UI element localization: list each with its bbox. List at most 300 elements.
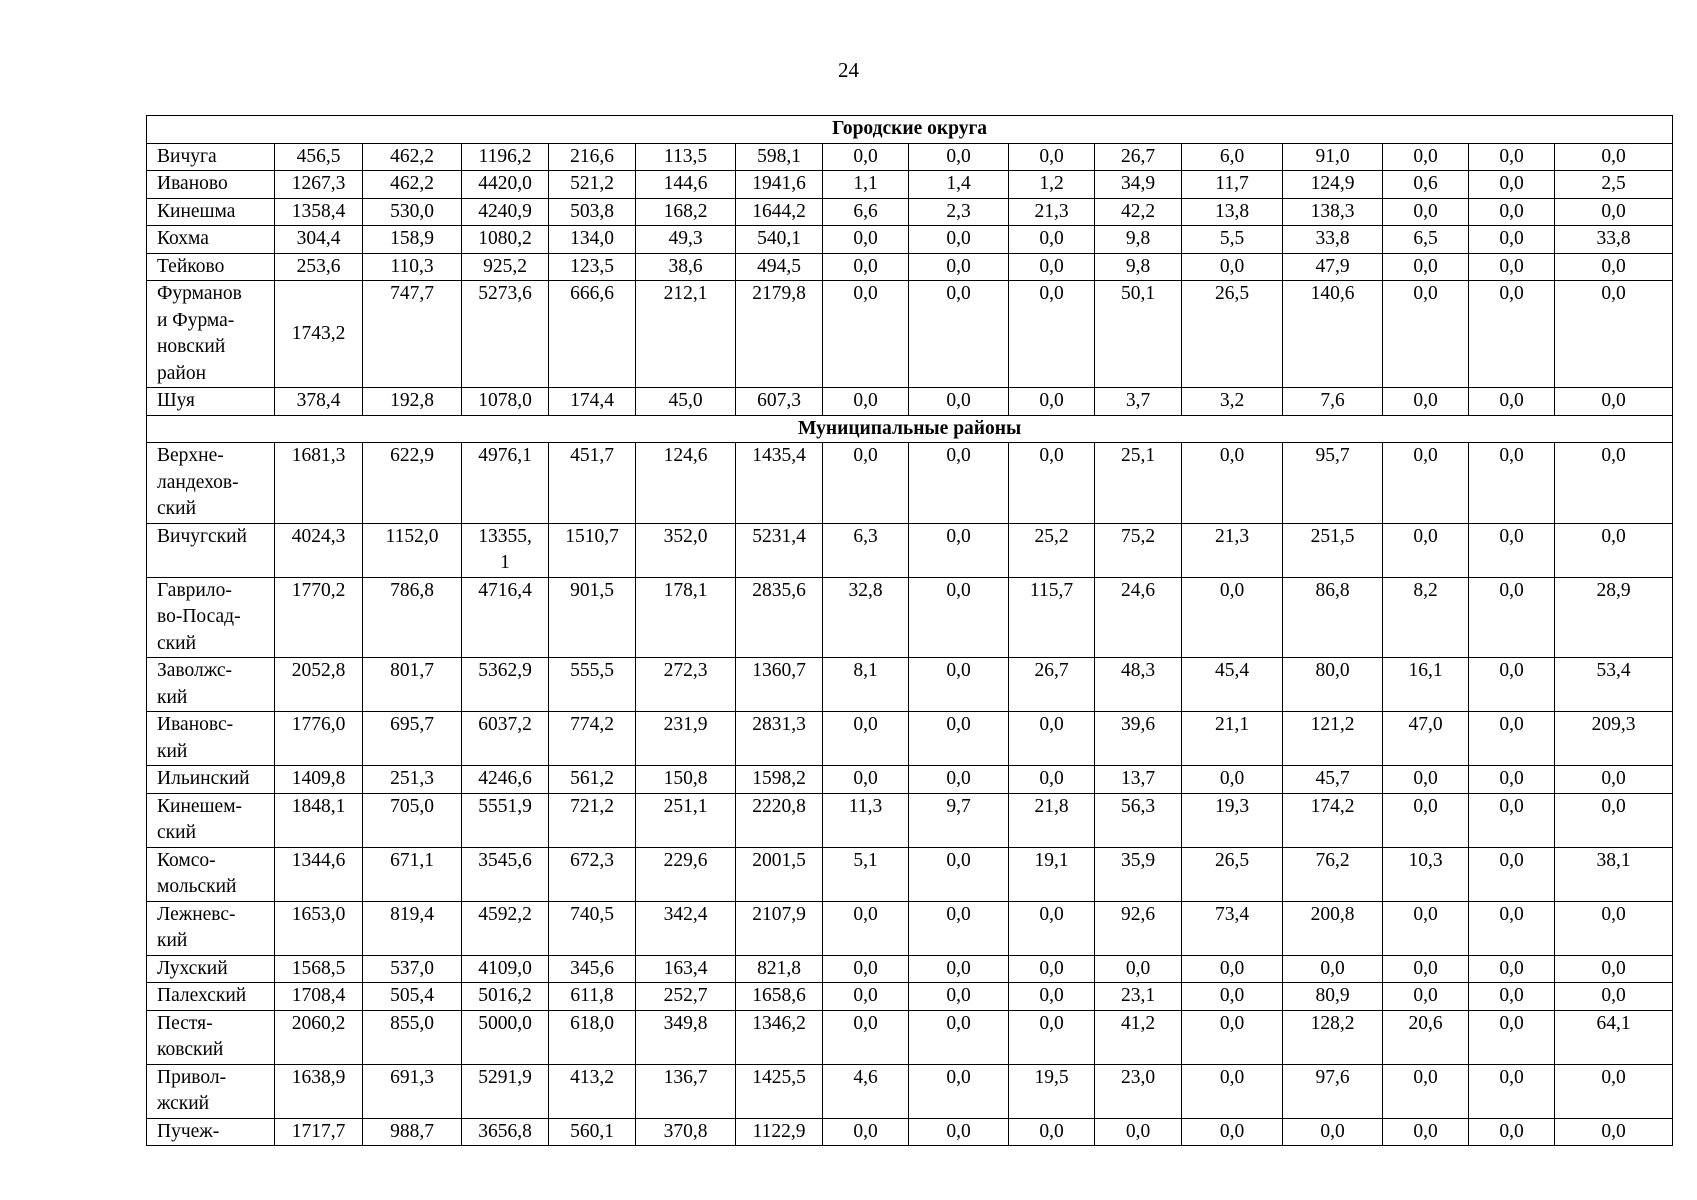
table-cell: 47,0	[1383, 712, 1469, 766]
table-cell: 50,1	[1095, 281, 1182, 388]
table-cell: 49,3	[636, 226, 736, 254]
table-cell: 0,0	[823, 766, 909, 794]
table-cell: 192,8	[363, 388, 462, 416]
table-row	[147, 955, 1673, 983]
table-cell: 7,6	[1283, 388, 1383, 416]
table-cell: 705,0	[363, 793, 462, 847]
table-cell: 537,0	[363, 955, 462, 983]
table-cell: 1776,0	[275, 712, 363, 766]
table-cell: 1941,6	[736, 171, 823, 199]
table-cell: 0,0	[1469, 983, 1555, 1011]
table-cell: 4109,0	[462, 955, 549, 983]
table-cell: 786,8	[363, 577, 462, 658]
table-cell: 41,2	[1095, 1010, 1182, 1064]
table-cell: 0,0	[909, 847, 1009, 901]
table-cell: 0,0	[1469, 901, 1555, 955]
table-cell: 0,0	[1469, 388, 1555, 416]
table-cell: 251,3	[363, 766, 462, 794]
table-cell: 0,0	[1469, 198, 1555, 226]
table-cell: 0,0	[1383, 281, 1469, 388]
table-cell: 229,6	[636, 847, 736, 901]
table-cell: 21,3	[1009, 198, 1095, 226]
table-cell: 0,0	[909, 253, 1009, 281]
table-cell: 0,0	[1469, 1118, 1555, 1146]
table-cell: 0,0	[909, 388, 1009, 416]
table-cell: 925,2	[462, 253, 549, 281]
table-cell: 505,4	[363, 983, 462, 1011]
table-cell: 38,6	[636, 253, 736, 281]
section-header-row	[147, 415, 1673, 443]
table-cell: 0,0	[1009, 955, 1095, 983]
table-cell: 607,3	[736, 388, 823, 416]
table-cell: 5000,0	[462, 1010, 549, 1064]
table-cell: 5,5	[1182, 226, 1283, 254]
table-cell: 0,0	[1182, 1064, 1283, 1118]
table-cell: 1644,2	[736, 198, 823, 226]
table-cell: 73,4	[1182, 901, 1283, 955]
table-cell: 4246,6	[462, 766, 549, 794]
table-cell: 1638,9	[275, 1064, 363, 1118]
table-cell: 0,0	[823, 983, 909, 1011]
table-cell: 23,1	[1095, 983, 1182, 1011]
table-cell: 209,3	[1555, 712, 1673, 766]
table-cell: 0,0	[1383, 143, 1469, 171]
table-cell: 740,5	[549, 901, 636, 955]
table-cell: 0,0	[1182, 1118, 1283, 1146]
table-cell: 134,0	[549, 226, 636, 254]
table-cell: 0,0	[1095, 1118, 1182, 1146]
table-cell: 45,0	[636, 388, 736, 416]
table-cell: 561,2	[549, 766, 636, 794]
table-cell: 0,0	[909, 523, 1009, 577]
table-cell: 6,5	[1383, 226, 1469, 254]
table-cell: 0,0	[909, 712, 1009, 766]
table-cell: 0,0	[1383, 901, 1469, 955]
table-cell: 0,0	[1009, 1010, 1095, 1064]
table-cell: 80,0	[1283, 658, 1383, 712]
row-name: Палехский	[147, 983, 275, 1011]
table-cell: 47,9	[1283, 253, 1383, 281]
row-name: Ивановс- кий	[147, 712, 275, 766]
table-cell: 21,1	[1182, 712, 1283, 766]
table-cell: 25,1	[1095, 443, 1182, 524]
table-cell: 0,0	[1009, 253, 1095, 281]
table-cell: 5,1	[823, 847, 909, 901]
table-cell: 0,0	[1383, 955, 1469, 983]
table-cell: 86,8	[1283, 577, 1383, 658]
table-cell: 10,3	[1383, 847, 1469, 901]
table-cell: 26,5	[1182, 847, 1283, 901]
table-cell: 124,6	[636, 443, 736, 524]
table-row	[147, 388, 1673, 416]
table-cell: 45,4	[1182, 658, 1283, 712]
table-cell: 23,0	[1095, 1064, 1182, 1118]
table-cell: 0,0	[1469, 171, 1555, 199]
table-cell: 672,3	[549, 847, 636, 901]
table-cell: 0,0	[1009, 388, 1095, 416]
section-title: Муниципальные районы	[147, 415, 1673, 443]
table-cell: 0,0	[1009, 443, 1095, 524]
table-cell: 0,0	[1555, 281, 1673, 388]
table-row	[147, 171, 1673, 199]
row-name: Гаврило- во-Посад- ский	[147, 577, 275, 658]
table-cell: 13,8	[1182, 198, 1283, 226]
table-cell: 150,8	[636, 766, 736, 794]
table-cell: 342,4	[636, 901, 736, 955]
table-cell: 4240,9	[462, 198, 549, 226]
table-cell: 24,6	[1095, 577, 1182, 658]
table-cell: 0,0	[1555, 955, 1673, 983]
table-cell: 691,3	[363, 1064, 462, 1118]
table-cell: 140,6	[1283, 281, 1383, 388]
table-cell: 349,8	[636, 1010, 736, 1064]
table-row	[147, 983, 1673, 1011]
table-row	[147, 443, 1673, 524]
table-cell: 0,0	[1555, 1064, 1673, 1118]
table-cell: 0,0	[823, 443, 909, 524]
table-cell: 0,0	[1182, 955, 1283, 983]
table-row	[147, 901, 1673, 955]
table-cell: 26,5	[1182, 281, 1283, 388]
table-cell: 0,0	[909, 1010, 1009, 1064]
table-cell: 2060,2	[275, 1010, 363, 1064]
table-cell: 39,6	[1095, 712, 1182, 766]
table-cell: 0,0	[909, 1064, 1009, 1118]
table-cell: 622,9	[363, 443, 462, 524]
section-title: Городские округа	[147, 116, 1673, 144]
table-cell: 0,0	[1009, 901, 1095, 955]
table-cell: 0,0	[1182, 253, 1283, 281]
table-cell: 0,0	[909, 901, 1009, 955]
table-cell: 5016,2	[462, 983, 549, 1011]
table-cell: 48,3	[1095, 658, 1182, 712]
table-cell: 2,5	[1555, 171, 1673, 199]
table-cell: 0,0	[909, 143, 1009, 171]
table-cell: 0,0	[1009, 766, 1095, 794]
table-cell: 0,0	[1469, 955, 1555, 983]
table-cell: 0,0	[823, 143, 909, 171]
table-cell: 3656,8	[462, 1118, 549, 1146]
table-row	[147, 281, 1673, 388]
table-cell: 695,7	[363, 712, 462, 766]
table-cell: 378,4	[275, 388, 363, 416]
table-cell: 0,0	[1469, 253, 1555, 281]
table-cell: 115,7	[1009, 577, 1095, 658]
table-cell: 345,6	[549, 955, 636, 983]
table-cell: 801,7	[363, 658, 462, 712]
table-row	[147, 577, 1673, 658]
table-cell: 462,2	[363, 143, 462, 171]
table-cell: 2220,8	[736, 793, 823, 847]
row-name: Вичуга	[147, 143, 275, 171]
table-cell: 21,8	[1009, 793, 1095, 847]
table-cell: 253,6	[275, 253, 363, 281]
table-cell: 42,2	[1095, 198, 1182, 226]
table-cell: 19,3	[1182, 793, 1283, 847]
table-cell: 35,9	[1095, 847, 1182, 901]
table-cell: 1358,4	[275, 198, 363, 226]
table-cell: 0,6	[1383, 171, 1469, 199]
table-cell: 95,7	[1283, 443, 1383, 524]
table-cell: 21,3	[1182, 523, 1283, 577]
table-cell: 747,7	[363, 281, 462, 388]
table-cell: 19,5	[1009, 1064, 1095, 1118]
table-cell: 2831,3	[736, 712, 823, 766]
table-cell: 0,0	[1469, 523, 1555, 577]
table-cell: 174,4	[549, 388, 636, 416]
table-cell: 252,7	[636, 983, 736, 1011]
table-cell: 0,0	[1383, 793, 1469, 847]
table-cell: 1568,5	[275, 955, 363, 983]
table-cell: 0,0	[823, 901, 909, 955]
table-cell: 1717,7	[275, 1118, 363, 1146]
table-cell: 1080,2	[462, 226, 549, 254]
table-row	[147, 1064, 1673, 1118]
table-cell: 9,7	[909, 793, 1009, 847]
table-cell: 0,0	[1555, 253, 1673, 281]
table-cell: 178,1	[636, 577, 736, 658]
table-cell: 521,2	[549, 171, 636, 199]
table-cell: 370,8	[636, 1118, 736, 1146]
table-cell: 1653,0	[275, 901, 363, 955]
table-cell: 5231,4	[736, 523, 823, 577]
table-cell: 2835,6	[736, 577, 823, 658]
table-cell: 0,0	[909, 983, 1009, 1011]
table-cell: 200,8	[1283, 901, 1383, 955]
table-cell: 5273,6	[462, 281, 549, 388]
table-cell: 6,0	[1182, 143, 1283, 171]
table-cell: 0,0	[1469, 577, 1555, 658]
table-cell: 38,1	[1555, 847, 1673, 901]
table-cell: 75,2	[1095, 523, 1182, 577]
table-cell: 0,0	[823, 1010, 909, 1064]
table-cell: 212,1	[636, 281, 736, 388]
table-cell: 1848,1	[275, 793, 363, 847]
table-cell: 28,9	[1555, 577, 1673, 658]
table-cell: 231,9	[636, 712, 736, 766]
table-cell: 560,1	[549, 1118, 636, 1146]
table-cell: 304,4	[275, 226, 363, 254]
table-cell: 0,0	[1009, 712, 1095, 766]
table-cell: 0,0	[1009, 143, 1095, 171]
table-cell: 6037,2	[462, 712, 549, 766]
table-cell: 0,0	[1009, 983, 1095, 1011]
table-cell: 530,0	[363, 198, 462, 226]
table-cell: 1681,3	[275, 443, 363, 524]
table-cell: 0,0	[1469, 847, 1555, 901]
table-cell: 19,1	[1009, 847, 1095, 901]
page-number: 24	[838, 58, 859, 82]
table-cell: 1598,2	[736, 766, 823, 794]
table-cell: 110,3	[363, 253, 462, 281]
table-cell: 598,1	[736, 143, 823, 171]
table-cell: 0,0	[823, 253, 909, 281]
table-cell: 555,5	[549, 658, 636, 712]
table-cell: 26,7	[1095, 143, 1182, 171]
table-cell: 9,8	[1095, 253, 1182, 281]
table-cell: 540,1	[736, 226, 823, 254]
row-name: Тейково	[147, 253, 275, 281]
table-cell: 4592,2	[462, 901, 549, 955]
table-cell: 121,2	[1283, 712, 1383, 766]
table-cell: 456,5	[275, 143, 363, 171]
table-cell: 3,7	[1095, 388, 1182, 416]
table-cell: 80,9	[1283, 983, 1383, 1011]
table-cell: 56,3	[1095, 793, 1182, 847]
row-name: Комсо- мольский	[147, 847, 275, 901]
table-cell: 774,2	[549, 712, 636, 766]
table-cell: 0,0	[1283, 1118, 1383, 1146]
table-cell: 0,0	[1283, 955, 1383, 983]
table-cell: 821,8	[736, 955, 823, 983]
table-cell: 1196,2	[462, 143, 549, 171]
table-cell: 0,0	[909, 766, 1009, 794]
table-row	[147, 658, 1673, 712]
table-cell: 0,0	[1383, 523, 1469, 577]
table-cell: 5362,9	[462, 658, 549, 712]
table-cell: 53,4	[1555, 658, 1673, 712]
table-cell: 0,0	[1555, 143, 1673, 171]
table-cell: 45,7	[1283, 766, 1383, 794]
row-name: Фурманов и Фурма- новский район	[147, 281, 275, 388]
table-cell: 1409,8	[275, 766, 363, 794]
table-cell: 0,0	[1469, 143, 1555, 171]
table-cell: 0,0	[1383, 253, 1469, 281]
table-cell: 0,0	[1555, 523, 1673, 577]
table-cell: 97,6	[1283, 1064, 1383, 1118]
table-cell: 2107,9	[736, 901, 823, 955]
table-row	[147, 793, 1673, 847]
table-cell: 0,0	[823, 388, 909, 416]
table-cell: 8,2	[1383, 577, 1469, 658]
table-cell: 855,0	[363, 1010, 462, 1064]
table-cell: 0,0	[909, 955, 1009, 983]
table-row	[147, 523, 1673, 577]
table-cell: 0,0	[823, 955, 909, 983]
table-cell: 251,5	[1283, 523, 1383, 577]
table-cell: 901,5	[549, 577, 636, 658]
table-cell: 0,0	[1469, 658, 1555, 712]
table-cell: 4976,1	[462, 443, 549, 524]
table-row	[147, 1118, 1673, 1146]
table-cell: 1,1	[823, 171, 909, 199]
table-cell: 0,0	[1469, 766, 1555, 794]
table-cell: 0,0	[1469, 226, 1555, 254]
table-cell: 25,2	[1009, 523, 1095, 577]
table-cell: 2179,8	[736, 281, 823, 388]
table-cell: 0,0	[1555, 388, 1673, 416]
table-cell: 0,0	[909, 577, 1009, 658]
table-cell: 113,5	[636, 143, 736, 171]
table-cell: 1,4	[909, 171, 1009, 199]
table-cell: 216,6	[549, 143, 636, 171]
table-cell: 0,0	[909, 281, 1009, 388]
table-cell: 9,8	[1095, 226, 1182, 254]
table-cell: 33,8	[1555, 226, 1673, 254]
table-cell: 4716,4	[462, 577, 549, 658]
table-cell: 16,1	[1383, 658, 1469, 712]
table-cell: 3545,6	[462, 847, 549, 901]
table-cell: 1435,4	[736, 443, 823, 524]
table-cell: 503,8	[549, 198, 636, 226]
table-cell: 11,3	[823, 793, 909, 847]
row-name: Кинешем- ский	[147, 793, 275, 847]
table-cell: 5291,9	[462, 1064, 549, 1118]
row-name: Верхне- ландехов- ский	[147, 443, 275, 524]
table-cell: 0,0	[909, 443, 1009, 524]
table-cell: 1122,9	[736, 1118, 823, 1146]
table-cell: 0,0	[1182, 1010, 1283, 1064]
table-cell: 1152,0	[363, 523, 462, 577]
table-cell: 0,0	[1469, 1010, 1555, 1064]
table-cell: 136,7	[636, 1064, 736, 1118]
table-row	[147, 198, 1673, 226]
table-cell: 2,3	[909, 198, 1009, 226]
table-row	[147, 226, 1673, 254]
table-cell: 251,1	[636, 793, 736, 847]
table-cell: 1708,4	[275, 983, 363, 1011]
table-cell: 1344,6	[275, 847, 363, 901]
table-cell: 666,6	[549, 281, 636, 388]
table-cell: 0,0	[1009, 226, 1095, 254]
row-name: Ильинский	[147, 766, 275, 794]
row-name: Шуя	[147, 388, 275, 416]
table-cell: 0,0	[909, 658, 1009, 712]
table-cell: 1658,6	[736, 983, 823, 1011]
table-cell: 451,7	[549, 443, 636, 524]
table-cell: 0,0	[1383, 1064, 1469, 1118]
table-cell: 138,3	[1283, 198, 1383, 226]
table-cell: 1,2	[1009, 171, 1095, 199]
budget-table	[146, 115, 1673, 1146]
table-cell: 34,9	[1095, 171, 1182, 199]
table-cell: 0,0	[909, 226, 1009, 254]
table-cell: 0,0	[1383, 388, 1469, 416]
table-cell: 0,0	[1182, 983, 1283, 1011]
table-cell: 0,0	[1182, 443, 1283, 524]
table-cell: 0,0	[1469, 793, 1555, 847]
table-cell: 988,7	[363, 1118, 462, 1146]
table-cell: 0,0	[1469, 281, 1555, 388]
table-cell: 123,5	[549, 253, 636, 281]
table-cell: 128,2	[1283, 1010, 1383, 1064]
table-row	[147, 253, 1673, 281]
table-cell: 611,8	[549, 983, 636, 1011]
table-cell: 0,0	[1555, 766, 1673, 794]
table-cell: 1267,3	[275, 171, 363, 199]
table-cell: 124,9	[1283, 171, 1383, 199]
row-name: Кинешма	[147, 198, 275, 226]
table-cell: 494,5	[736, 253, 823, 281]
table-cell: 0,0	[1383, 983, 1469, 1011]
table-cell: 0,0	[1469, 443, 1555, 524]
table-cell: 1360,7	[736, 658, 823, 712]
table-cell: 272,3	[636, 658, 736, 712]
table-cell: 33,8	[1283, 226, 1383, 254]
table-cell: 0,0	[1469, 712, 1555, 766]
table-cell: 91,0	[1283, 143, 1383, 171]
table-cell: 6,6	[823, 198, 909, 226]
table-cell: 462,2	[363, 171, 462, 199]
row-name: Привол- жский	[147, 1064, 275, 1118]
table-cell: 76,2	[1283, 847, 1383, 901]
table-cell: 174,2	[1283, 793, 1383, 847]
table-cell: 144,6	[636, 171, 736, 199]
table-cell: 0,0	[1469, 1064, 1555, 1118]
row-name: Вичугский	[147, 523, 275, 577]
table-cell: 0,0	[909, 1118, 1009, 1146]
table-cell: 413,2	[549, 1064, 636, 1118]
